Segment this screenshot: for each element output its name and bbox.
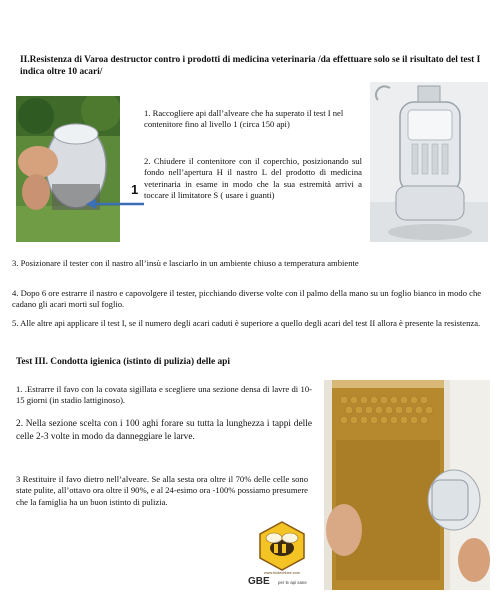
- logo-url-text: www.biotechbee.com: [264, 571, 300, 575]
- photo-honeycomb-frame: [324, 380, 490, 590]
- section-2-title: II.Resistenza di Varoa destructor contro i prodotti di medicina veterinaria /da effettuare solo se il risultato del test I indica oltre 10 acari/: [20, 55, 481, 77]
- section-2-step-3: 3. Posizionare il tester con il nastro all’insù e lasciarlo in un ambiente chiuso a temperatura ambiente: [12, 258, 359, 268]
- gbe-logo: [244, 520, 320, 592]
- section-3-step-1: 1. .Estrarre il favo con la covata sigillata e scegliere una sezione densa di lavre di 10-15 giorni (in stadio lattiginoso).: [16, 384, 312, 406]
- logo-tagline: per le api sane: [278, 580, 307, 585]
- section-2-step-2: 2. Chiudere il contenitore con il coperchio, posizionando sul fondo nell’apertura H il nastro L del prodotto di medicina veterinaria in esame in modo che la sua estremità arrivi a toccare il limitatore S ( usare i guanti): [144, 156, 362, 201]
- section-2-step-1: 1. Raccogliere api dall’alveare che ha superato il test I nel contenitore fino al livello 1 (circa 150 api): [144, 108, 344, 130]
- logo-brand: GBE: [248, 576, 270, 587]
- section-2-step-4: 4. Dopo 6 ore estrarre il nastro e capovolgere il tester, picchiando diverse volte con il palmo della mano su un foglio bianco in modo che cadano gli acari morti sul foglio.: [12, 288, 482, 310]
- section-2-step-5: 5. Alle altre api applicare il test I, se il numero degli acari caduti è superiore a quello degli acari del test II allora è presente la resistenza.: [12, 318, 481, 328]
- photo-tester-device: [370, 82, 488, 242]
- section-3-title: Test III. Condotta igienica (istinto di pulizia) delle api: [16, 357, 230, 367]
- photo-tester-in-hand: [16, 96, 120, 242]
- arrow-icon: [86, 196, 144, 206]
- section-3-step-2: 2. Nella sezione scelta con i 100 aghi forare su tutta la lunghezza i tappi delle celle 2-3 volte in modo da danneggiare le larve.: [16, 419, 312, 442]
- level-marker-label: 1: [131, 182, 139, 197]
- section-3-step-3: 3 Restituire il favo dietro nell’alveare. Se alla sesta ora oltre il 70% delle celle sono state pulite, all’ottavo ora oltre il 90%, e al 24-esimo ora -100% possiamo presumere che la famiglia ha un buon istinto di pulizia.: [16, 474, 308, 507]
